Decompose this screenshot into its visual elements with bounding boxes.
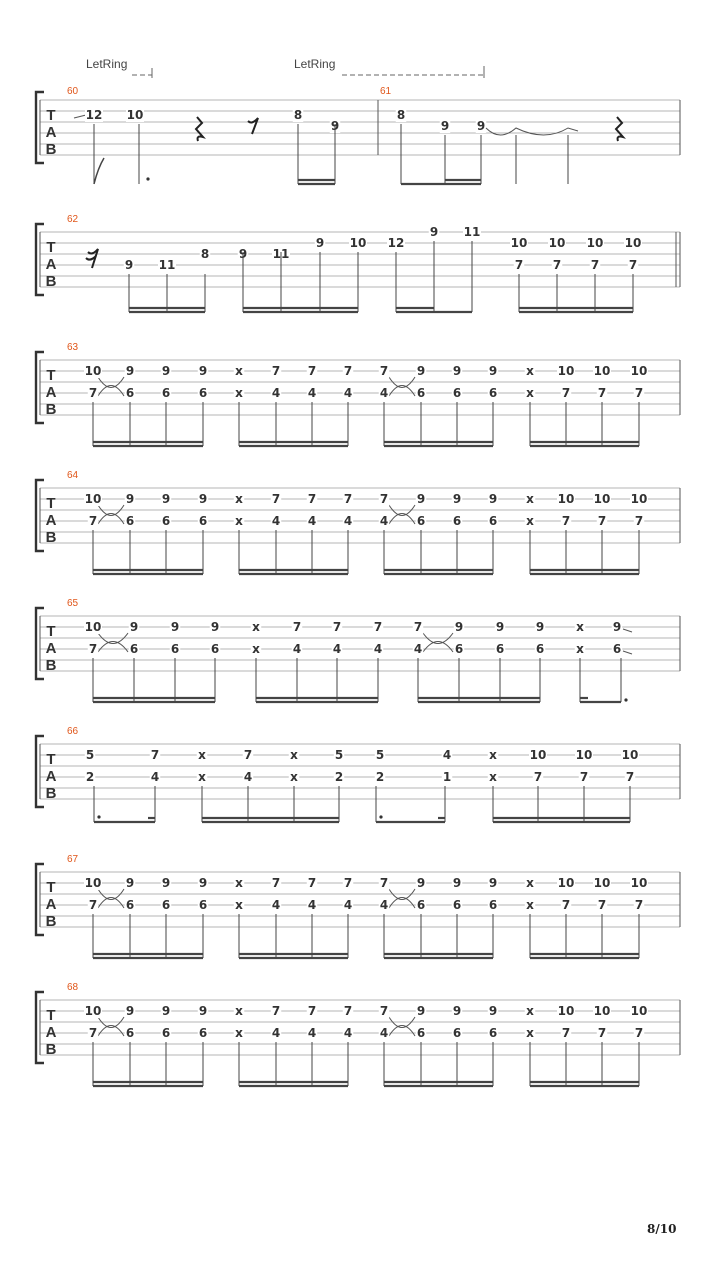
fret-number: 10 <box>621 748 639 762</box>
fret-number: 10 <box>630 1004 648 1018</box>
fret-number: x <box>235 898 243 912</box>
fret-number: 7 <box>597 898 607 912</box>
dot <box>97 815 100 818</box>
fret-number: 7 <box>379 492 389 506</box>
fret-number: 10 <box>593 876 611 890</box>
fret-number: 7 <box>292 620 302 634</box>
fret-number: 7 <box>271 492 281 506</box>
tab-clef-letter: B <box>45 401 57 418</box>
fret-number: 9 <box>161 364 171 378</box>
fret-number: x <box>526 876 534 890</box>
fret-number: 10 <box>84 492 102 506</box>
eighth-rest <box>248 118 258 134</box>
tab-clef-letter: A <box>45 1024 57 1041</box>
tab-clef-letter: A <box>45 256 57 273</box>
fret-number: 7 <box>343 492 353 506</box>
fret-number: 4 <box>343 1026 353 1040</box>
fret-number: 9 <box>198 876 208 890</box>
fret-number: 5 <box>334 748 344 762</box>
fret-number: 6 <box>125 1026 135 1040</box>
fret-number: 6 <box>452 514 462 528</box>
system-8 <box>36 982 680 1086</box>
slide-out <box>623 629 632 632</box>
fret-number: 10 <box>84 1004 102 1018</box>
let-ring-label: LetRing <box>86 57 128 71</box>
fret-number: 4 <box>307 514 317 528</box>
tab-clef-letter: T <box>46 623 56 640</box>
fret-number: 6 <box>129 642 139 656</box>
fret-number: 4 <box>373 642 383 656</box>
tab-clef-letter: B <box>45 141 57 158</box>
fret-number: 9 <box>440 119 450 133</box>
fret-number: x <box>198 770 206 784</box>
fret-number: 10 <box>510 236 528 250</box>
fret-number: 5 <box>375 748 385 762</box>
fret-number: 6 <box>161 514 171 528</box>
fret-number: 7 <box>307 364 317 378</box>
fret-number: 6 <box>170 642 180 656</box>
fret-number: x <box>526 492 534 506</box>
fret-number: 7 <box>561 514 571 528</box>
fret-number: 9 <box>612 620 622 634</box>
fret-number: 7 <box>343 876 353 890</box>
let-ring-label: LetRing <box>294 57 336 71</box>
fret-number: x <box>290 770 298 784</box>
fret-number: 4 <box>271 898 281 912</box>
fret-number: 10 <box>84 876 102 890</box>
slide-out <box>623 651 632 654</box>
fret-number: 7 <box>150 748 160 762</box>
tab-clef-letter: B <box>45 273 57 290</box>
measure-number: 63 <box>67 342 79 353</box>
fret-number: 7 <box>533 770 543 784</box>
fret-number: 12 <box>387 236 405 250</box>
fret-number: 2 <box>334 770 344 784</box>
measure-number: 60 <box>67 86 79 97</box>
fret-number: 7 <box>579 770 589 784</box>
fret-number: 9 <box>488 876 498 890</box>
fret-number: 6 <box>161 898 171 912</box>
fret-number: 8 <box>200 247 210 261</box>
measure-number: 64 <box>67 470 79 481</box>
fret-number: 9 <box>488 1004 498 1018</box>
fret-number: 10 <box>548 236 566 250</box>
fret-number: 7 <box>413 620 423 634</box>
fret-number: 4 <box>243 770 253 784</box>
fret-number: 6 <box>416 386 426 400</box>
fret-number: 7 <box>373 620 383 634</box>
fret-number: x <box>235 1026 243 1040</box>
quarter-rest <box>616 117 623 141</box>
fret-number: 9 <box>476 119 486 133</box>
fret-number: 6 <box>488 898 498 912</box>
fret-number: 8 <box>396 108 406 122</box>
fret-number: 6 <box>452 1026 462 1040</box>
fret-number: 7 <box>634 898 644 912</box>
fret-number: 7 <box>634 386 644 400</box>
fret-number: x <box>235 1004 243 1018</box>
fret-number: 9 <box>452 492 462 506</box>
fret-number: 7 <box>597 1026 607 1040</box>
tab-clef-letter: B <box>45 1041 57 1058</box>
tab-clef-letter: A <box>45 512 57 529</box>
fret-number: 6 <box>416 898 426 912</box>
fret-number: 9 <box>161 1004 171 1018</box>
tab-clef-letter: B <box>45 529 57 546</box>
fret-number: 10 <box>593 1004 611 1018</box>
fret-number: 6 <box>488 1026 498 1040</box>
system-4 <box>36 470 680 574</box>
fret-number: 9 <box>416 492 426 506</box>
tab-clef-letter: T <box>46 495 56 512</box>
fret-number: 9 <box>416 876 426 890</box>
fret-number: 9 <box>452 364 462 378</box>
fret-number: 9 <box>416 364 426 378</box>
fret-number: 9 <box>315 236 325 250</box>
dot <box>624 698 627 701</box>
fret-number: 7 <box>514 258 524 272</box>
tab-clef-letter: A <box>45 896 57 913</box>
fret-number: 10 <box>593 364 611 378</box>
fret-number: 2 <box>85 770 95 784</box>
system-7 <box>36 854 680 958</box>
fret-number: 9 <box>452 1004 462 1018</box>
fret-number: 4 <box>442 748 452 762</box>
dot <box>146 177 149 180</box>
fret-number: 4 <box>271 514 281 528</box>
fret-number: 6 <box>535 642 545 656</box>
fret-number: x <box>489 748 497 762</box>
fret-number: 7 <box>561 898 571 912</box>
tab-clef-letter: B <box>45 657 57 674</box>
fret-number: 4 <box>343 386 353 400</box>
fret-number: 10 <box>593 492 611 506</box>
fret-number: 10 <box>557 492 575 506</box>
fret-number: 1 <box>442 770 452 784</box>
fret-number: 4 <box>343 514 353 528</box>
tab-clef-letter: T <box>46 239 56 256</box>
fret-number: 6 <box>416 1026 426 1040</box>
fret-number: 6 <box>198 386 208 400</box>
fret-number: 9 <box>125 1004 135 1018</box>
fret-number: 7 <box>634 1026 644 1040</box>
fret-number: 5 <box>85 748 95 762</box>
fret-number: 7 <box>271 364 281 378</box>
fret-number: 4 <box>307 898 317 912</box>
tab-clef-letter: B <box>45 913 57 930</box>
fret-number: 6 <box>161 386 171 400</box>
fret-number: 9 <box>210 620 220 634</box>
fret-number: 7 <box>307 492 317 506</box>
system-2 <box>36 214 680 312</box>
fret-number: 9 <box>488 492 498 506</box>
fret-number: 7 <box>307 876 317 890</box>
fret-number: 6 <box>198 898 208 912</box>
tab-clef-letter: A <box>45 384 57 401</box>
fret-number: 7 <box>343 364 353 378</box>
fret-number: 7 <box>552 258 562 272</box>
fret-number: 6 <box>161 1026 171 1040</box>
fret-number: 10 <box>349 236 367 250</box>
fret-number: 4 <box>379 898 389 912</box>
quarter-rest <box>196 117 203 141</box>
fret-number: 9 <box>429 225 439 239</box>
tie-curve <box>486 128 578 135</box>
fret-number: x <box>576 642 584 656</box>
fret-number: 7 <box>597 386 607 400</box>
fret-number: x <box>235 514 243 528</box>
fret-number: 9 <box>452 876 462 890</box>
fret-number: 6 <box>488 514 498 528</box>
measure-number: 66 <box>67 726 79 737</box>
fret-number: 9 <box>488 364 498 378</box>
fret-number: 9 <box>161 492 171 506</box>
system-1 <box>36 57 680 184</box>
fret-number: x <box>526 514 534 528</box>
fret-number: 6 <box>612 642 622 656</box>
fret-number: 11 <box>158 258 176 272</box>
tab-clef-letter: T <box>46 1007 56 1024</box>
fret-number: x <box>235 386 243 400</box>
tab-clef-letter: A <box>45 768 57 785</box>
fret-number: 7 <box>628 258 638 272</box>
system-5 <box>36 598 680 702</box>
fret-number: x <box>526 898 534 912</box>
fret-number: 7 <box>88 386 98 400</box>
fret-number: x <box>489 770 497 784</box>
fret-number: 7 <box>243 748 253 762</box>
page-number: 8/10 <box>647 1222 677 1236</box>
fret-number: 7 <box>597 514 607 528</box>
fret-number: x <box>235 492 243 506</box>
fret-number: 10 <box>557 876 575 890</box>
fret-number: 4 <box>307 386 317 400</box>
fret-number: 7 <box>88 1026 98 1040</box>
fret-number: x <box>290 748 298 762</box>
fret-number: 7 <box>379 1004 389 1018</box>
fret-number: 9 <box>170 620 180 634</box>
fret-number: 9 <box>125 364 135 378</box>
system-6 <box>36 726 680 822</box>
fret-number: 7 <box>271 1004 281 1018</box>
fret-number: 7 <box>88 514 98 528</box>
fret-number: 4 <box>150 770 160 784</box>
fret-number: 10 <box>84 620 102 634</box>
tab-clef-letter: B <box>45 785 57 802</box>
tab-clef-letter: T <box>46 367 56 384</box>
fret-number: 4 <box>413 642 423 656</box>
fret-number: 6 <box>416 514 426 528</box>
fret-number: 7 <box>307 1004 317 1018</box>
fret-number: 4 <box>271 1026 281 1040</box>
fret-number: 7 <box>561 386 571 400</box>
fret-number: 7 <box>634 514 644 528</box>
fret-number: x <box>235 876 243 890</box>
fret-number: 4 <box>379 386 389 400</box>
fret-number: 4 <box>332 642 342 656</box>
measure-number: 62 <box>67 214 79 225</box>
fret-number: 4 <box>307 1026 317 1040</box>
fret-number: 7 <box>379 364 389 378</box>
measure-number: 65 <box>67 598 79 609</box>
fret-number: 9 <box>125 492 135 506</box>
measure-number: 67 <box>67 854 79 865</box>
fret-number: 6 <box>454 642 464 656</box>
measure-number: 68 <box>67 982 79 993</box>
fret-number: 6 <box>495 642 505 656</box>
fret-number: x <box>526 364 534 378</box>
fret-number: 10 <box>624 236 642 250</box>
fret-number: 11 <box>463 225 481 239</box>
fret-number: x <box>198 748 206 762</box>
fret-number: 9 <box>535 620 545 634</box>
fret-number: 9 <box>129 620 139 634</box>
tab-clef-letter: A <box>45 124 57 141</box>
fret-number: 9 <box>416 1004 426 1018</box>
fret-number: 12 <box>85 108 103 122</box>
fret-number: 7 <box>379 876 389 890</box>
fret-number: 6 <box>125 514 135 528</box>
fret-number: 9 <box>495 620 505 634</box>
fret-number: 4 <box>292 642 302 656</box>
fret-number: x <box>235 364 243 378</box>
fret-number: 9 <box>198 364 208 378</box>
fret-number: 10 <box>630 492 648 506</box>
fret-number: 9 <box>238 247 248 261</box>
fret-number: 6 <box>125 898 135 912</box>
fret-number: 10 <box>575 748 593 762</box>
fret-number: 9 <box>198 492 208 506</box>
fret-number: 7 <box>88 898 98 912</box>
fret-number: 4 <box>379 1026 389 1040</box>
fret-number: 7 <box>625 770 635 784</box>
fret-number: 7 <box>332 620 342 634</box>
fret-number: 7 <box>271 876 281 890</box>
fret-number: 6 <box>488 386 498 400</box>
fret-number: x <box>526 386 534 400</box>
slide-in <box>74 115 86 118</box>
fret-number: 9 <box>330 119 340 133</box>
fret-number: x <box>576 620 584 634</box>
fret-number: 10 <box>529 748 547 762</box>
fret-number: 7 <box>343 1004 353 1018</box>
fret-number: 7 <box>561 1026 571 1040</box>
fret-number: 9 <box>124 258 134 272</box>
system-3 <box>36 342 680 446</box>
tab-clef-letter: T <box>46 879 56 896</box>
fret-number: x <box>526 1026 534 1040</box>
fret-number: x <box>526 1004 534 1018</box>
note-flag <box>94 158 104 184</box>
tab-clef-letter: T <box>46 107 56 124</box>
fret-number: 4 <box>271 386 281 400</box>
dot <box>379 815 382 818</box>
fret-number: 6 <box>452 386 462 400</box>
fret-number: 6 <box>198 1026 208 1040</box>
fret-number: 2 <box>375 770 385 784</box>
fret-number: 10 <box>586 236 604 250</box>
fret-number: 10 <box>557 1004 575 1018</box>
fret-number: x <box>252 620 260 634</box>
fret-number: 6 <box>198 514 208 528</box>
fret-number: 6 <box>125 386 135 400</box>
fret-number: 9 <box>125 876 135 890</box>
fret-number: 8 <box>293 108 303 122</box>
fret-number: 6 <box>452 898 462 912</box>
fret-number: 10 <box>557 364 575 378</box>
measure-number: 61 <box>380 86 392 97</box>
fret-number: 10 <box>84 364 102 378</box>
fret-number: 9 <box>454 620 464 634</box>
fret-number: 4 <box>343 898 353 912</box>
tab-clef-letter: A <box>45 640 57 657</box>
fret-number: 7 <box>590 258 600 272</box>
fret-number: x <box>252 642 260 656</box>
fret-number: 10 <box>630 364 648 378</box>
fret-number: 11 <box>272 247 290 261</box>
fret-number: 10 <box>630 876 648 890</box>
fret-number: 10 <box>126 108 144 122</box>
fret-number: 4 <box>379 514 389 528</box>
fret-number: 9 <box>198 1004 208 1018</box>
fret-number: 6 <box>210 642 220 656</box>
tab-clef-letter: T <box>46 751 56 768</box>
fret-number: 9 <box>161 876 171 890</box>
fret-number: 7 <box>88 642 98 656</box>
